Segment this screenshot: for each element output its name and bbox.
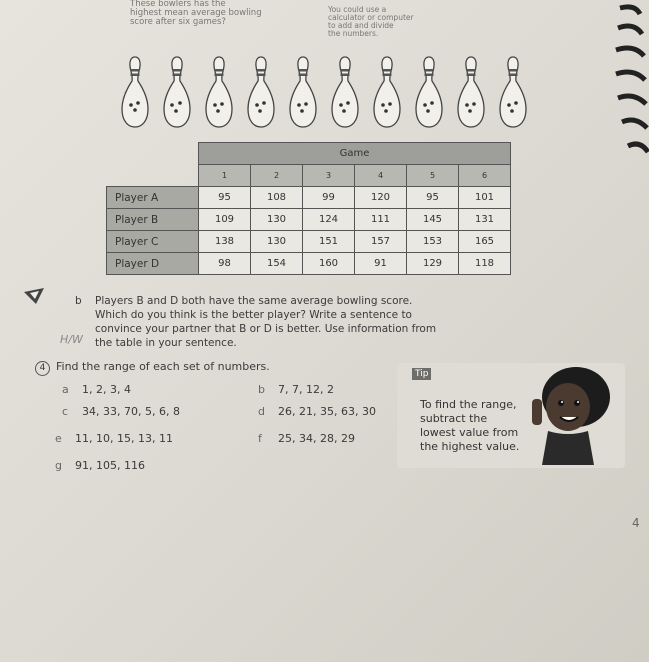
range-item <box>62 405 180 418</box>
hint-line: the numbers. <box>328 29 379 38</box>
score-cell: 111 <box>355 209 407 231</box>
pin-icon <box>458 57 484 127</box>
score-cell: 131 <box>459 209 511 231</box>
score-cell: 157 <box>355 231 407 253</box>
item-numbers: 34, 33, 70, 5, 6, 8 <box>82 405 180 418</box>
pin-icon <box>290 57 316 127</box>
score-cell: 151 <box>303 231 355 253</box>
question-line: convince your partner that B or D is better. Use information from <box>95 323 437 335</box>
player-name: Player C <box>107 231 199 253</box>
game-number: 2 <box>251 165 303 187</box>
score-cell: 108 <box>251 187 303 209</box>
game-number: 1 <box>199 165 251 187</box>
pin-icon <box>164 57 190 127</box>
spiral-binding <box>600 0 649 200</box>
score-cell: 145 <box>407 209 459 231</box>
character-illustration <box>528 365 618 465</box>
pin-icon <box>122 57 148 127</box>
player-name: Player A <box>107 187 199 209</box>
intro-line: These bowlers has the <box>130 0 226 9</box>
game-header: Game <box>199 143 511 165</box>
tip-label: Tip <box>412 368 431 380</box>
range-item <box>258 405 376 418</box>
tip-line: the highest value. <box>420 440 520 453</box>
item-label: d <box>258 405 265 418</box>
intro-question <box>130 0 262 27</box>
tip-text <box>420 398 519 454</box>
bowling-pins <box>118 55 533 130</box>
score-cell: 95 <box>407 187 459 209</box>
game-number: 3 <box>303 165 355 187</box>
item-numbers: 7, 7, 12, 2 <box>278 383 334 396</box>
table-row <box>107 209 511 231</box>
game-number: 6 <box>459 165 511 187</box>
score-cell: 99 <box>303 187 355 209</box>
question-line: the table in your sentence. <box>95 337 237 349</box>
game-number: 5 <box>407 165 459 187</box>
score-cell: 165 <box>459 231 511 253</box>
score-cell: 91 <box>355 253 407 275</box>
item-label: f <box>258 432 262 445</box>
score-cell: 124 <box>303 209 355 231</box>
calculator-hint <box>328 6 414 38</box>
intro-line: highest mean average bowling <box>130 8 262 18</box>
pin-icon <box>374 57 400 127</box>
game-number: 4 <box>355 165 407 187</box>
hint-line: You could use a <box>328 5 387 14</box>
table-row <box>107 231 511 253</box>
item-numbers: 11, 10, 15, 13, 11 <box>75 432 173 445</box>
score-cell: 130 <box>251 209 303 231</box>
question-number-circle: 4 <box>35 361 50 376</box>
hint-line: to add and divide <box>328 21 394 30</box>
score-cell: 138 <box>199 231 251 253</box>
score-cell: 154 <box>251 253 303 275</box>
item-numbers: 25, 34, 28, 29 <box>278 432 355 445</box>
range-item <box>62 383 131 396</box>
discussion-marker-icon <box>22 286 46 306</box>
player-name: Player D <box>107 253 199 275</box>
question-4 <box>35 360 270 376</box>
question-line: Which do you think is the better player? Write a sentence to <box>95 309 412 321</box>
score-cell: 101 <box>459 187 511 209</box>
scores-table <box>106 142 511 275</box>
question-prompt: Find the range of each set of numbers. <box>56 360 270 373</box>
range-item <box>55 432 173 445</box>
score-cell: 130 <box>251 231 303 253</box>
item-numbers: 26, 21, 35, 63, 30 <box>278 405 376 418</box>
pin-icon <box>416 57 442 127</box>
range-item <box>258 383 334 396</box>
player-name: Player B <box>107 209 199 231</box>
score-cell: 120 <box>355 187 407 209</box>
question-b <box>75 294 436 350</box>
item-label: a <box>62 383 69 396</box>
tip-line: subtract the <box>420 412 488 425</box>
pin-icon <box>206 57 232 127</box>
item-label: c <box>62 405 69 418</box>
item-label: b <box>258 383 265 396</box>
item-numbers: 91, 105, 116 <box>75 459 145 472</box>
table-row <box>107 187 511 209</box>
table-corner <box>107 143 199 187</box>
score-cell: 129 <box>407 253 459 275</box>
score-cell: 95 <box>199 187 251 209</box>
pin-icon <box>332 57 358 127</box>
range-item <box>258 432 355 445</box>
handwritten-note: H/W <box>60 333 83 346</box>
pin-icon <box>248 57 274 127</box>
score-cell: 118 <box>459 253 511 275</box>
intro-line: score after six games? <box>130 17 226 27</box>
item-label: g <box>55 459 62 472</box>
tip-line: To find the range, <box>420 398 517 411</box>
score-cell: 153 <box>407 231 459 253</box>
item-label: e <box>55 432 62 445</box>
question-line: Players B and D both have the same average bowling score. <box>95 295 413 307</box>
score-cell: 160 <box>303 253 355 275</box>
score-cell: 98 <box>199 253 251 275</box>
range-item <box>55 459 145 472</box>
hint-line: calculator or computer <box>328 13 414 22</box>
question-label: b <box>75 295 82 307</box>
pin-icon <box>500 57 526 127</box>
score-cell: 109 <box>199 209 251 231</box>
table-row <box>107 253 511 275</box>
tip-line: lowest value from <box>420 426 519 439</box>
item-numbers: 1, 2, 3, 4 <box>82 383 131 396</box>
page-number: 4 <box>632 516 640 530</box>
